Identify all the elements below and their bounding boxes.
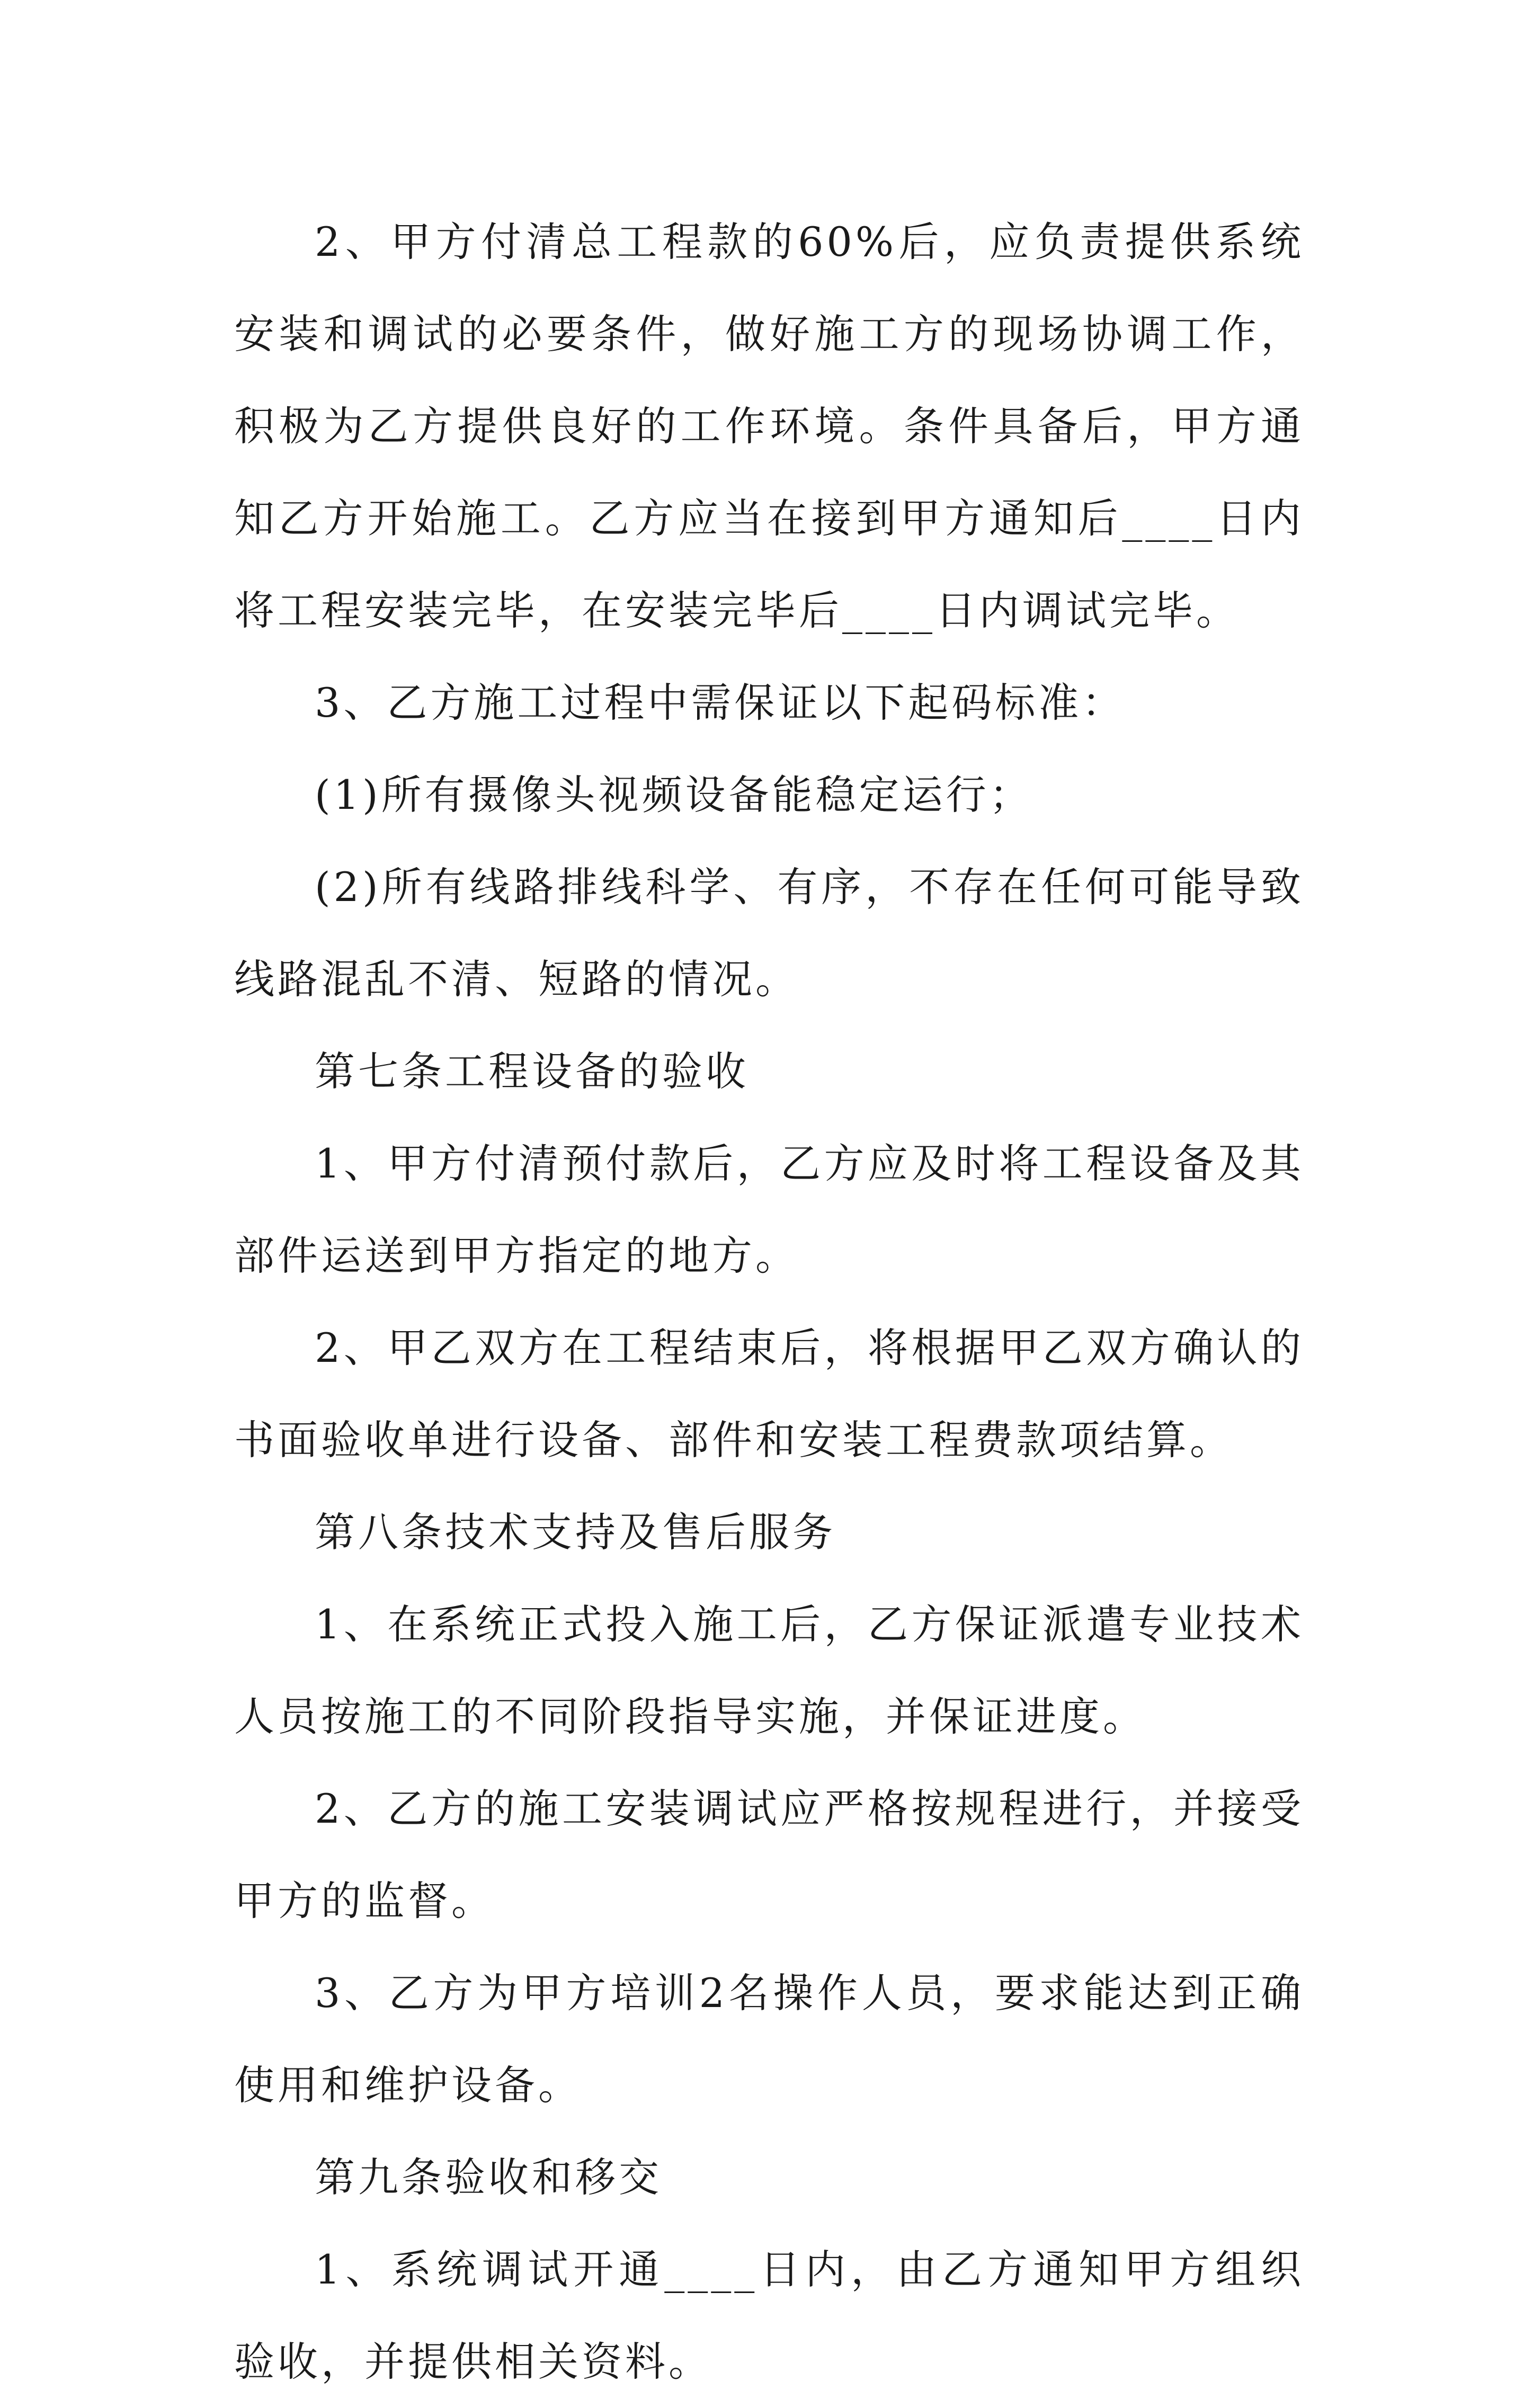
section-heading-article-7: 第七条工程设备的验收 — [315, 1048, 749, 1095]
paragraph-minimum-standards: 3、乙方施工过程中需保证以下起码标准： — [315, 679, 1126, 726]
section-heading-article-9: 第九条验收和移交 — [315, 2154, 662, 2201]
paragraph-standard-2: (2)所有线路排线科学、有序，不存在任何可能导致线路混乱不清、短路的情况。 — [234, 863, 1304, 1003]
paragraph-training: 3、乙方为甲方培训2名操作人员，要求能达到正确使用和维护设备。 — [234, 1969, 1304, 2109]
paragraph-settlement: 2、甲乙双方在工程结束后，将根据甲乙双方确认的书面验收单进行设备、部件和安装工程费款项结算。 — [234, 1324, 1304, 1464]
paragraph-technical-staff: 1、在系统正式投入施工后，乙方保证派遣专业技术人员按施工的不同阶段指导实施，并保证进度。 — [234, 1601, 1304, 1740]
paragraph-equipment-delivery: 1、甲方付清预付款后，乙方应及时将工程设备及其部件运送到甲方指定的地方。 — [234, 1140, 1304, 1279]
paragraph-acceptance: 1、系统调试开通____日内，由乙方通知甲方组织验收，并提供相关资料。 — [234, 2246, 1304, 2385]
document-body — [234, 196, 1304, 2408]
paragraph-supervision: 2、乙方的施工安装调试应严格按规程进行，并接受甲方的监督。 — [234, 1785, 1304, 1924]
section-heading-article-8: 第八条技术支持及售后服务 — [315, 1509, 836, 1556]
paragraph-installation-conditions: 2、甲方付清总工程款的60%后，应负责提供系统安装和调试的必要条件，做好施工方的现场协调工作，积极为乙方提供良好的工作环境。条件具备后，甲方通知乙方开始施工。乙方应当在接到甲方通知后____日内将工程安装完毕，在安装完毕后____日内调试完毕。 — [234, 218, 1304, 634]
paragraph-standard-1: (1)所有摄像头视频设备能稳定运行； — [315, 771, 1033, 818]
